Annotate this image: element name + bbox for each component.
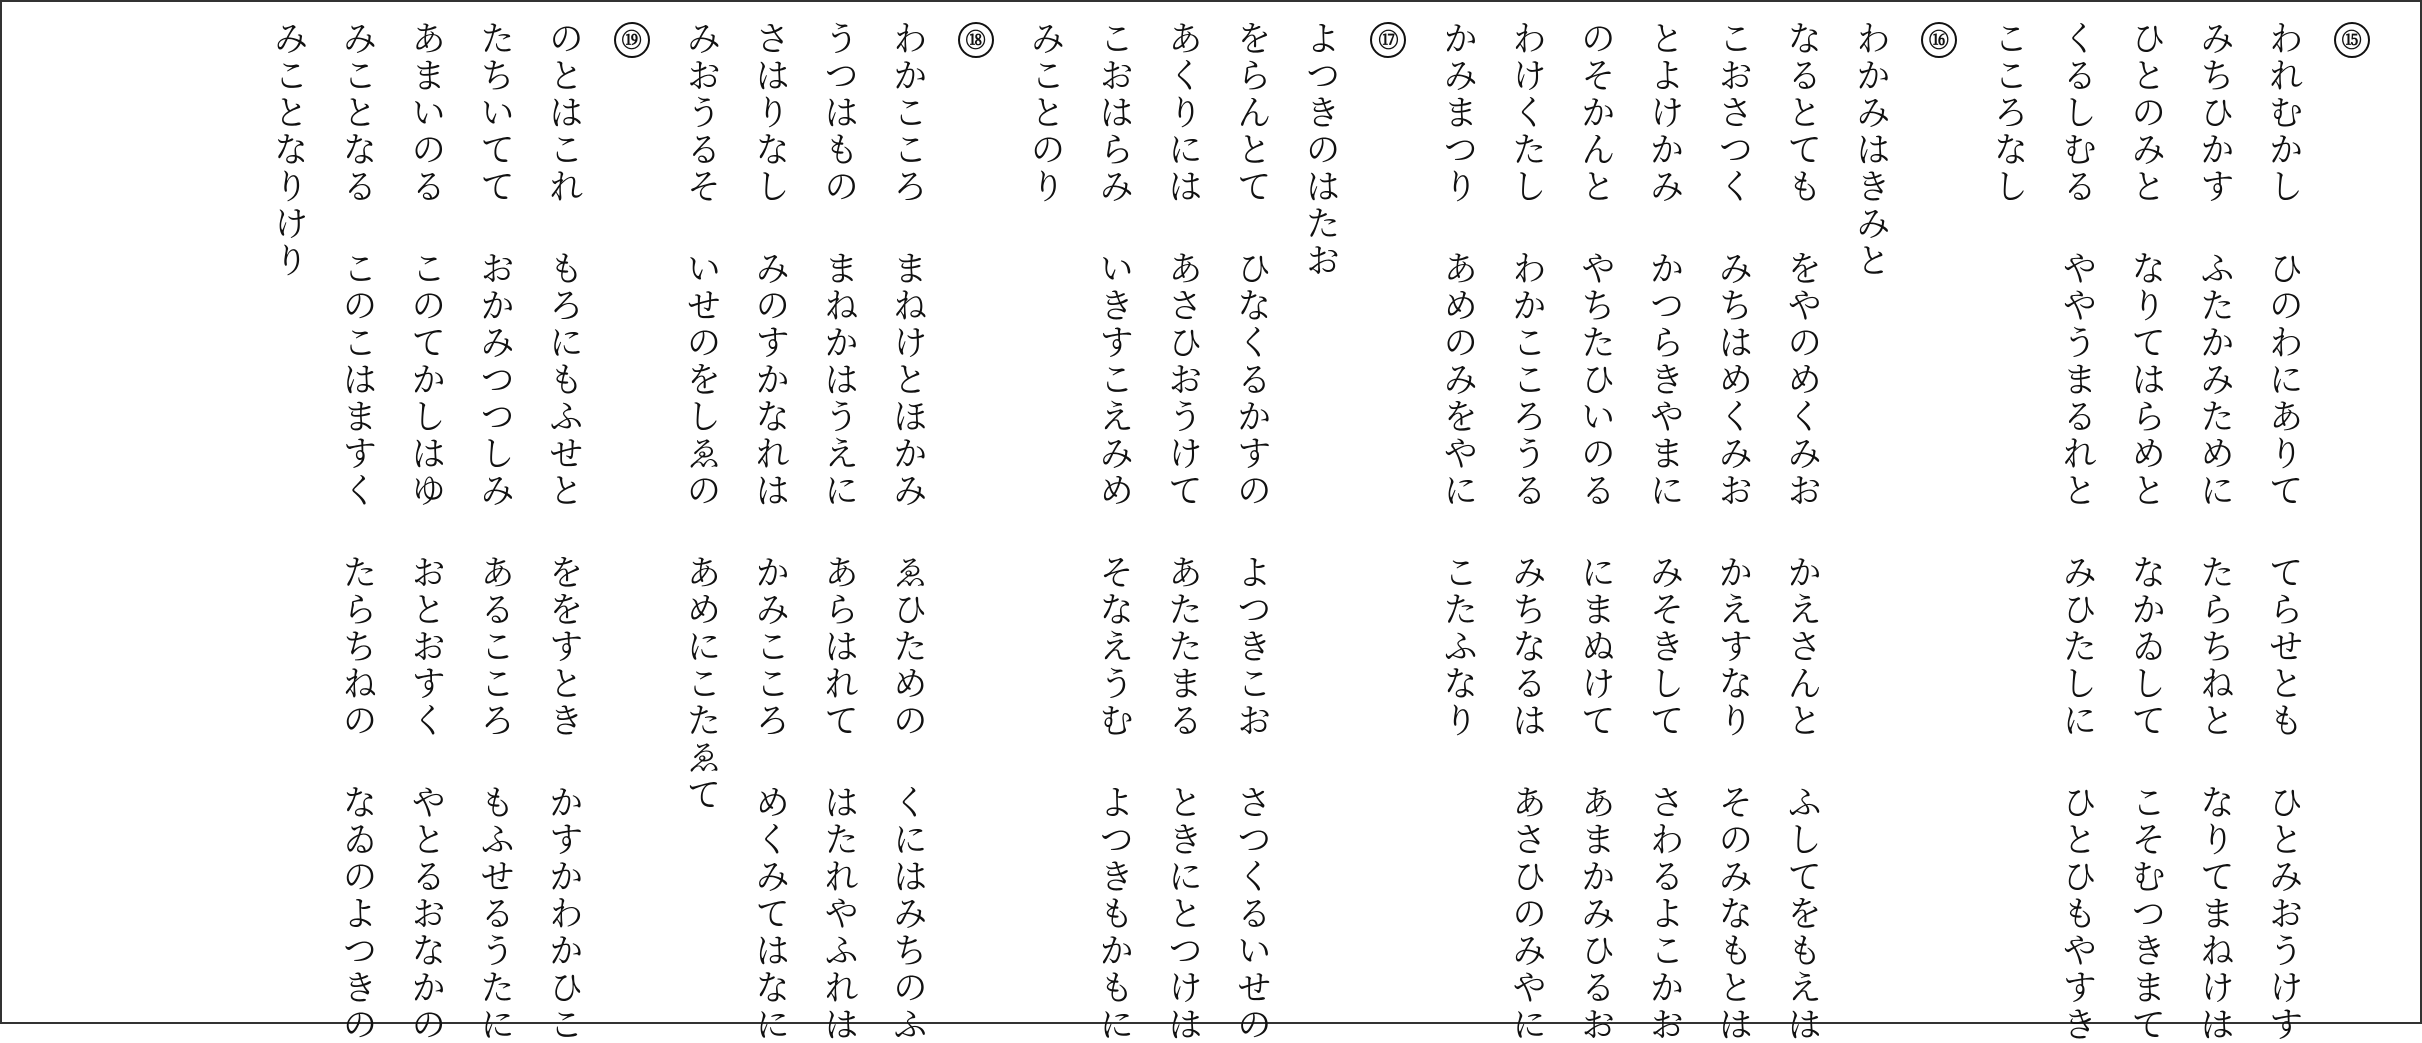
poem-segment: このてかしはゆ [405,250,446,509]
poem-column [2111,20,2180,1043]
poem-segment: かすかわかひこ [543,784,584,1043]
poem-segment: たらちねの [336,554,377,739]
poem-segment: そなえうむ [1093,554,1134,739]
poem-line [1162,20,1203,1043]
poem-column [2248,20,2317,1043]
poem-segment: めくみてはなに [749,784,790,1043]
poem-column [1148,20,1217,1043]
poem-line [1300,20,1341,279]
poem-segment: あさひのみやに [1506,784,1547,1043]
poem-line [1024,20,1065,205]
poem-segment: まねけとほかみ [887,250,928,509]
poem-segment: あくりには [1162,20,1203,205]
poem-column [391,20,460,1043]
poem-segment: われむかし [2263,20,2304,205]
poem-segment: もろにもふせと [543,250,584,509]
stanza-number-column [1354,20,1423,1010]
poem-segment: のとはこれ [543,20,584,205]
poem-segment: なかゐして [2125,554,2166,739]
poem-line [1575,20,1616,1043]
poem-segment: くるしむる [2056,20,2097,205]
vertical-poem-text [253,20,2386,1043]
poem-line [2125,20,2166,1043]
poem-segment: みことのり [1024,20,1065,205]
poem-line [680,20,721,813]
stanza-number-column [2317,20,2386,1010]
poem-column [253,20,322,1010]
poem-line [268,20,309,279]
poem-segment: よつきこお [1231,554,1272,739]
poem-segment: おかみつつしみ [474,250,515,509]
poem-line [1850,20,1891,279]
poem-column [1973,20,2042,1010]
poem-line [887,20,928,1043]
poem-segment: ふたかみために [2194,250,2235,509]
poem-segment: ときにとつけは [1162,784,1203,1043]
poem-column [460,20,529,1043]
poem-column [1629,20,1698,1043]
poem-column [1836,20,1905,1010]
poem-segment: ひなくるかすの [1231,250,1272,509]
poem-segment: もふせるうたに [474,784,515,1043]
poem-segment: なりてはらめと [2125,250,2166,509]
poem-segment: いきすこえみめ [1093,250,1134,509]
poem-segment: のそかんと [1575,20,1616,205]
poem-line [543,20,584,1043]
poem-column [666,20,735,1010]
poem-segment: よつきもかもに [1093,784,1134,1043]
stanza-number-column [1904,20,1973,1010]
poem-segment: あめにこたゑて [680,554,721,813]
poem-column [322,20,391,1043]
poem-segment: かみこころ [749,554,790,739]
stanza-number: ⑮ [2334,22,2370,58]
poem-column [1285,20,1354,1010]
poem-segment: ひとのみと [2125,20,2166,205]
poem-segment: わかこころ [887,20,928,205]
poem-column [1216,20,1285,1043]
poem-segment: こおさつく [1712,20,1753,205]
poem-segment: うつはもの [818,20,859,205]
poem-line [1712,20,1753,1043]
poem-segment: あまいのる [405,20,446,205]
poem-column [872,20,941,1043]
poem-segment: あるこころ [474,554,515,739]
poem-column [1010,20,1079,1010]
poem-line [1437,20,1478,739]
poem-line [2263,20,2304,1043]
poem-segment: わけくたし [1506,20,1547,205]
poem-segment: ひとみおうけす [2263,784,2304,1043]
poem-segment: みのすかなれは [749,250,790,509]
poem-segment: をやのめくみお [1781,250,1822,509]
stanza-number: ⑱ [958,22,994,58]
poem-segment: かえすなり [1712,554,1753,739]
poem-segment: こそむつきまて [2125,784,2166,1043]
poem-segment: ををすとき [543,554,584,739]
poem-column [1698,20,1767,1043]
poem-segment: とよけかみ [1644,20,1685,205]
poem-column [2042,20,2111,1043]
poem-column [2180,20,2249,1043]
poem-line [1781,20,1822,1043]
poem-segment: をらんとて [1231,20,1272,205]
poem-segment: みそきして [1644,554,1685,739]
poem-segment: みひたしに [2056,554,2097,739]
stanza-number: ⑯ [1921,22,1957,58]
poem-segment: なゐのよつきの [336,784,377,1043]
poem-segment: さはりなし [749,20,790,205]
poem-segment: あさひおうけて [1162,250,1203,509]
poem-segment: ひとひもやすき [2056,784,2097,1043]
poem-segment: みちはめくみお [1712,250,1753,509]
poem-segment: みことなる [336,20,377,205]
poem-segment: こたふなり [1437,554,1478,739]
poem-segment: みちなるは [1506,554,1547,739]
poem-line [1644,20,1685,1043]
poem-column [1560,20,1629,1043]
poem-segment: ややうまるれと [2056,250,2097,509]
poem-segment: こころなし [1988,20,2029,205]
poem-segment: あめのみをやに [1437,250,1478,509]
poem-segment: さわるよこかお [1644,784,1685,1043]
poem-segment: みちひかす [2194,20,2235,205]
poem-segment: こおはらみ [1093,20,1134,205]
poem-segment: よつきのはたお [1300,20,1341,279]
poem-segment: みことなりけり [268,20,309,279]
poem-segment: てらせとも [2263,554,2304,739]
poem-line [2194,20,2235,1043]
poem-line [405,20,446,1043]
poem-segment: くにはみちのふ [887,784,928,1043]
stanza-number-column [597,20,666,1010]
poem-line [474,20,515,1043]
poem-column [1423,20,1492,1010]
poem-column [1492,20,1561,1043]
poem-segment: ふしてをもえは [1781,784,1822,1043]
poem-segment: みおうるそ [680,20,721,205]
poem-line [749,20,790,1043]
poem-segment: たらちねと [2194,554,2235,739]
poem-line [1506,20,1547,1043]
stanza-number: ⑲ [614,22,650,58]
poem-segment: はたれやふれは [818,784,859,1043]
poem-segment: あまかみひるお [1575,784,1616,1043]
poem-segment: やとるおなかの [405,784,446,1043]
poem-column [528,20,597,1043]
poem-line [1988,20,2029,205]
poem-segment: ひのわにありて [2263,250,2304,509]
poem-segment: かみまつり [1437,20,1478,205]
poem-segment: このこはますく [336,250,377,509]
stanza-number-column [941,20,1010,1010]
poem-column [804,20,873,1043]
poem-segment: かつらきやまに [1644,250,1685,509]
poem-line [336,20,377,1043]
poem-segment: なりてまねけは [2194,784,2235,1043]
poem-segment: かえさんと [1781,554,1822,739]
poem-column [1079,20,1148,1043]
poem-segment: おとおすく [405,554,446,739]
poem-segment: あたたまる [1162,554,1203,739]
poem-segment: わかこころうる [1506,250,1547,509]
stanza-number: ⑰ [1370,22,1406,58]
poem-segment: いせのをしゑの [680,250,721,509]
poem-segment: やちたひいのる [1575,250,1616,509]
poem-line [1231,20,1272,1043]
poem-segment: そのみなもとは [1712,784,1753,1043]
poem-segment: なるとても [1781,20,1822,205]
poem-segment: わかみはきみと [1850,20,1891,279]
poem-line [2056,20,2097,1043]
poem-segment: ゑひための [887,554,928,739]
poem-line [818,20,859,1043]
poem-segment: まねかはうえに [818,250,859,509]
poem-column [735,20,804,1043]
poem-segment: にまぬけて [1575,554,1616,739]
poem-segment: さつくるいせの [1231,784,1272,1043]
poem-segment: たちいてて [474,20,515,205]
poem-segment: あらはれて [818,554,859,739]
poem-column [1767,20,1836,1043]
poem-line [1093,20,1134,1043]
